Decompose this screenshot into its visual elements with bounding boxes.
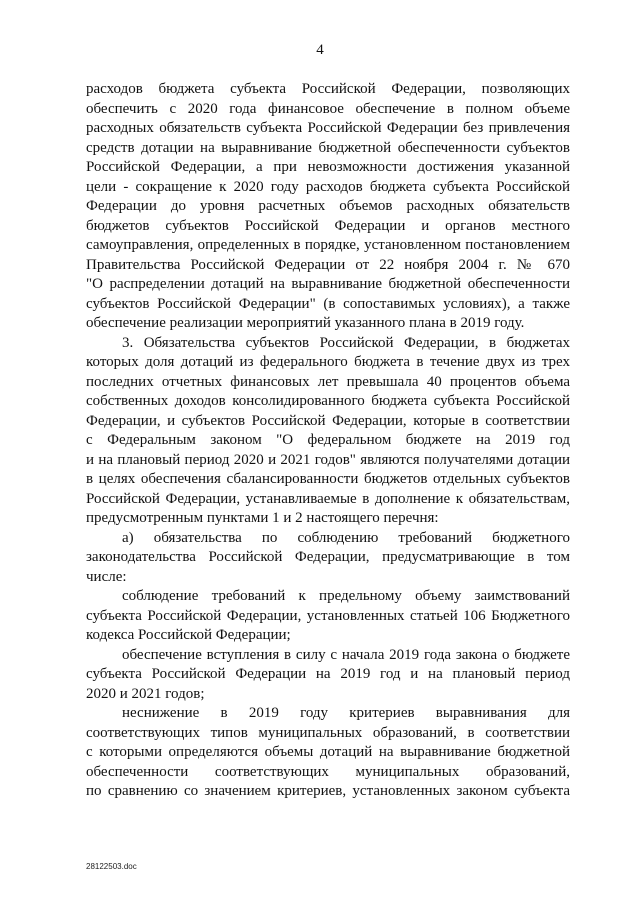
text-line: в целях обеспечения сбалансированности бюджетов отдельных субъектов (86, 471, 570, 487)
text-line: Российской Федерации, устанавливаемые в дополнение к обязательствам, (86, 490, 570, 507)
page-number: 4 (316, 42, 324, 58)
text-line: 3. Обязательства субъектов Российской Федерации, в бюджетах (122, 334, 570, 351)
text-line: обеспечение вступления в силу с начала 2019 года закона о бюджете (122, 646, 570, 663)
text-line: Федерации до уровня расчетных объемов расходных обязательств (86, 198, 570, 214)
text-line: Федерации, и субъектов Российской Федерации, которые в соответствии (86, 412, 570, 429)
text-line: соблюдение требований к предельному объему заимствований (122, 588, 570, 604)
text-line: Правительства Российской Федерации от 22 ноября 2004 г. № 670 (86, 256, 570, 273)
text-line: кодекса Российской Федерации; (86, 627, 291, 643)
text-line: "О распределении дотаций на выравнивание бюджетной обеспеченности (86, 276, 570, 292)
text-line: собственных доходов консолидированного бюджета субъекта Российской (86, 393, 570, 409)
text-line: 2020 и 2021 годов; (86, 685, 205, 702)
document-body (86, 80, 570, 802)
text-line: обеспечение реализации мероприятий указанного плана в 2019 году. (86, 315, 525, 331)
text-line: и на плановый период 2020 и 2021 годов" являются получателями дотации (86, 451, 570, 468)
text-line: которых доля дотаций из федерального бюджета в течение двух из трех (86, 354, 570, 370)
text-line: субъектов Российской Федерации" (в сопоставимых условиях), а также (86, 295, 570, 312)
text-line: а) обязательства по соблюдению требований бюджетного (122, 529, 570, 546)
text-line: обеспечить с 2020 года финансовое обеспечение в полном объеме (86, 100, 570, 117)
text-line: субъекта Российской Федерации на 2019 год и на плановый период (86, 666, 570, 682)
text-line: обеспеченности соответствующих муниципальных образований, (86, 763, 570, 780)
text-line: с Федеральным законом "О федеральном бюджете на 2019 год (86, 432, 570, 448)
text-line: субъекта Российской Федерации, установленных статьей 106 Бюджетного (86, 607, 570, 624)
text-line: неснижение в 2019 году критериев выравнивания для (122, 705, 570, 721)
text-line: самоуправления, определенных в порядке, установленном постановлением (86, 237, 570, 253)
file-code: 28122503.doc (86, 862, 137, 871)
text-line: законодательства Российской Федерации, предусматривающие в том (86, 549, 570, 565)
text-line: по сравнению со значением критериев, установленных законом субъекта (86, 783, 570, 799)
text-line: числе: (86, 568, 127, 585)
text-line: расходных обязательств субъекта Российской Федерации без привлечения (86, 120, 570, 136)
text-line: бюджетов субъектов Российской Федерации и органов местного (86, 217, 570, 234)
text-line: Российской Федерации, а при невозможности достижения указанной (86, 159, 570, 175)
text-line: предусмотренным пунктами 1 и 2 настоящего перечня: (86, 510, 439, 526)
text-line: цели - сокращение к 2020 году расходов бюджета субъекта Российской (86, 178, 570, 195)
text-line: соответствующих типов муниципальных образований, в соответствии (86, 724, 570, 741)
text-line: средств дотации на выравнивание бюджетной обеспеченности субъектов (86, 139, 570, 156)
text-line: последних отчетных финансовых лет превышала 40 процентов объема (86, 373, 570, 390)
text-line: расходов бюджета субъекта Российской Федерации, позволяющих (86, 81, 570, 97)
text-line: с которыми определяются объемы дотаций на выравнивание бюджетной (86, 744, 570, 760)
